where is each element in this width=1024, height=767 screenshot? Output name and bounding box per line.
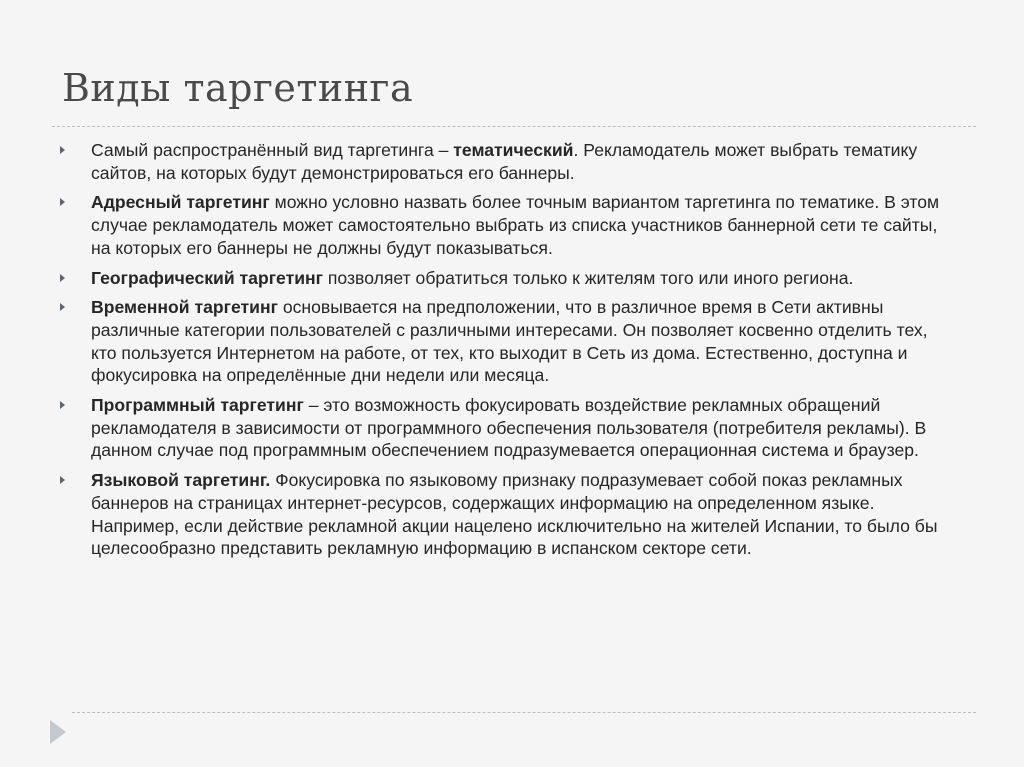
list-item	[60, 394, 945, 462]
list-item	[60, 191, 945, 259]
bullet-arrow-icon	[60, 146, 65, 154]
item-text: Самый распространённый вид таргетинга –	[91, 140, 454, 160]
corner-arrow-icon	[50, 720, 66, 744]
item-text: основывается на предположении, что в различное время в Сети активны различные категории пользователей с различными интересами. Он позволяет косвенно отделить тех, кто пользуется Интернетом на работе, от тех, кто выходит в Сеть из дома. Естественно, доступна и фокусировка на определённые дни недели или месяца.	[91, 297, 928, 386]
bullet-arrow-icon	[60, 198, 65, 206]
item-keyword: Адресный таргетинг	[91, 192, 270, 213]
bullet-arrow-icon	[60, 476, 65, 484]
title-divider	[52, 126, 976, 127]
list-item	[60, 267, 945, 290]
bullet-list	[60, 139, 945, 567]
item-text: позволяет обратиться только к жителям того или иного региона.	[322, 267, 854, 288]
footer-divider	[72, 712, 976, 713]
item-keyword: тематический	[453, 140, 574, 160]
slide-title: Виды таргетинга	[62, 66, 414, 110]
item-keyword: Географический таргетинг	[91, 267, 323, 288]
item-text: Фокусировка по языковому признаку подразумевает собой показ рекламных баннеров на страницах интернет-ресурсов, содержащих информацию на определенном языке. Например, если действие рекламной акции нацелено исключительно на жителей Испании, то было бы целесообразно представить рекламную информацию в испанском секторе сети.	[91, 470, 938, 559]
item-keyword: Программный таргетинг	[91, 395, 304, 416]
list-item	[60, 139, 945, 184]
list-item	[60, 469, 945, 560]
item-text: – это возможность фокусировать воздействие рекламных обращений рекламодателя в зависимости от программного обеспечения пользователя (потребителя рекламы). В данном случае под программным обеспечением подразумевается операционная система и браузер.	[91, 395, 927, 461]
list-item	[60, 296, 945, 387]
item-text: . Рекламодатель может выбрать тематику сайтов, на которых будут демонстрироваться его баннеры.	[91, 140, 918, 183]
bullet-arrow-icon	[60, 303, 65, 311]
item-keyword: Языковой таргетинг.	[91, 470, 271, 491]
item-keyword: Временной таргетинг	[91, 297, 278, 318]
bullet-arrow-icon	[60, 274, 65, 282]
bullet-arrow-icon	[60, 401, 65, 409]
item-text: можно условно назвать более точным вариантом таргетинга по тематике. В этом случае рекламодатель может самостоятельно выбрать из списка участников баннерной сети те сайты, на которых его баннеры не должны будут показываться.	[91, 192, 940, 258]
